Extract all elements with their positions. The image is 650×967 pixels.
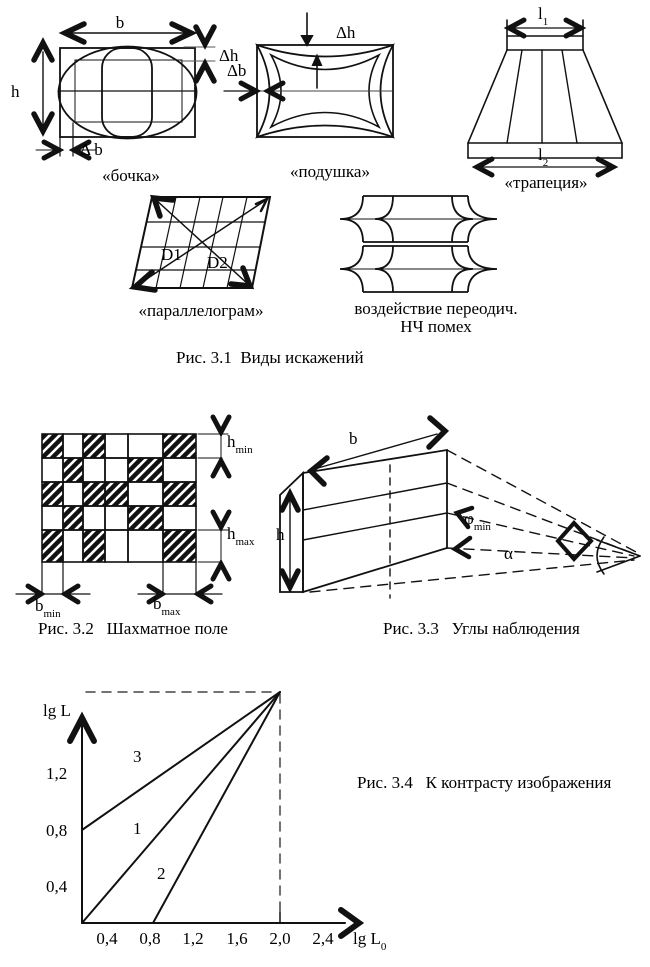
y-tick-0-4: 0,4 <box>46 877 68 896</box>
x-tick-1-6: 1,6 <box>226 929 248 948</box>
x-tick-0-4: 0,4 <box>96 929 118 948</box>
trapezoid-l1-label: $l_1$ <box>538 4 549 28</box>
b-max-label: $b_{max}$ <box>153 594 181 618</box>
barrel-delta-b-label: Δ b <box>80 140 103 159</box>
diagonal-d2 <box>155 199 249 285</box>
curve-2-label: 2 <box>157 864 166 883</box>
parallelogram-caption: «параллелограм» <box>138 301 264 320</box>
trapezoid-l2-label: $l_2$ <box>538 145 549 169</box>
parallelogram-distortion-figure <box>132 197 270 290</box>
y-tick-1-2: 1,2 <box>46 764 68 783</box>
y-tick-0-8: 0,8 <box>46 821 68 840</box>
noise-caption-line2: НЧ помех <box>400 317 472 336</box>
x-tick-1-2: 1,2 <box>182 929 204 948</box>
arrow-down-icon <box>302 36 312 45</box>
arrow-down-icon <box>213 417 229 432</box>
y-axis-label: lg L <box>43 701 71 720</box>
angles-b-label: b <box>349 429 358 448</box>
viewing-angles-figure <box>280 418 640 598</box>
pincushion-distortion-figure <box>224 13 393 137</box>
barrel-h-label: h <box>11 82 20 101</box>
pincushion-caption: «подушка» <box>290 162 370 181</box>
b-min-label: $b_{min}$ <box>35 596 61 620</box>
fig-3-1-caption: Рис. 3.1 Виды искажений <box>176 348 364 367</box>
barrel-delta-h-label: Δh <box>219 46 239 65</box>
arrow-up-icon <box>196 64 214 81</box>
arrow-downleft-icon <box>455 538 470 557</box>
lf-noise-distortion-figure <box>340 196 497 292</box>
phi-min-label: $\varphi_{min}$ <box>464 509 491 533</box>
x-axis-label: $\lg L_0$ <box>353 929 387 953</box>
h-max-label: $h_{max}$ <box>227 524 255 548</box>
fig-3-3-caption: Рис. 3.3 Углы наблюдения <box>383 619 580 638</box>
arrow-downleft-icon <box>135 272 155 290</box>
contrast-graph <box>70 692 359 936</box>
h-min-label: $h_{min}$ <box>227 432 253 456</box>
curve-1-label: 1 <box>133 819 142 838</box>
barrel-caption: «бочка» <box>102 166 160 185</box>
curve-3-label: 3 <box>133 747 142 766</box>
arrow-up-icon <box>213 461 229 476</box>
parallelogram-d1-label: D1 <box>161 245 182 264</box>
chessboard-figure <box>16 417 229 602</box>
arrow-up-icon <box>313 56 321 65</box>
arrow-down-icon <box>196 27 214 44</box>
noise-caption-line1: воздействие переодич. <box>354 299 518 318</box>
angles-h-label: h <box>276 525 285 544</box>
parallelogram-d2-label: D2 <box>207 253 228 272</box>
trapezoid-caption: «трапеция» <box>504 173 588 192</box>
barrel-distortion-figure <box>34 24 215 158</box>
fig-3-4-caption: Рис. 3.4 К контрасту изображения <box>357 773 612 792</box>
alpha-label: α <box>504 544 513 563</box>
x-tick-2-0: 2,0 <box>269 929 291 948</box>
pincushion-delta-h-label: Δh <box>336 23 356 42</box>
arrow-up-icon <box>213 564 229 579</box>
curve-3 <box>82 692 280 830</box>
curve-1 <box>82 692 280 923</box>
fig-3-2-caption: Рис. 3.2 Шахматное поле <box>38 619 228 638</box>
arrow-right-icon <box>429 418 445 447</box>
curve-2 <box>153 692 280 923</box>
pincushion-delta-b-label: Δb <box>227 61 247 80</box>
x-tick-2-4: 2,4 <box>312 929 334 948</box>
x-tick-0-8: 0,8 <box>139 929 161 948</box>
barrel-b-label: b <box>115 13 125 32</box>
angle-marker-diamond <box>558 523 591 559</box>
